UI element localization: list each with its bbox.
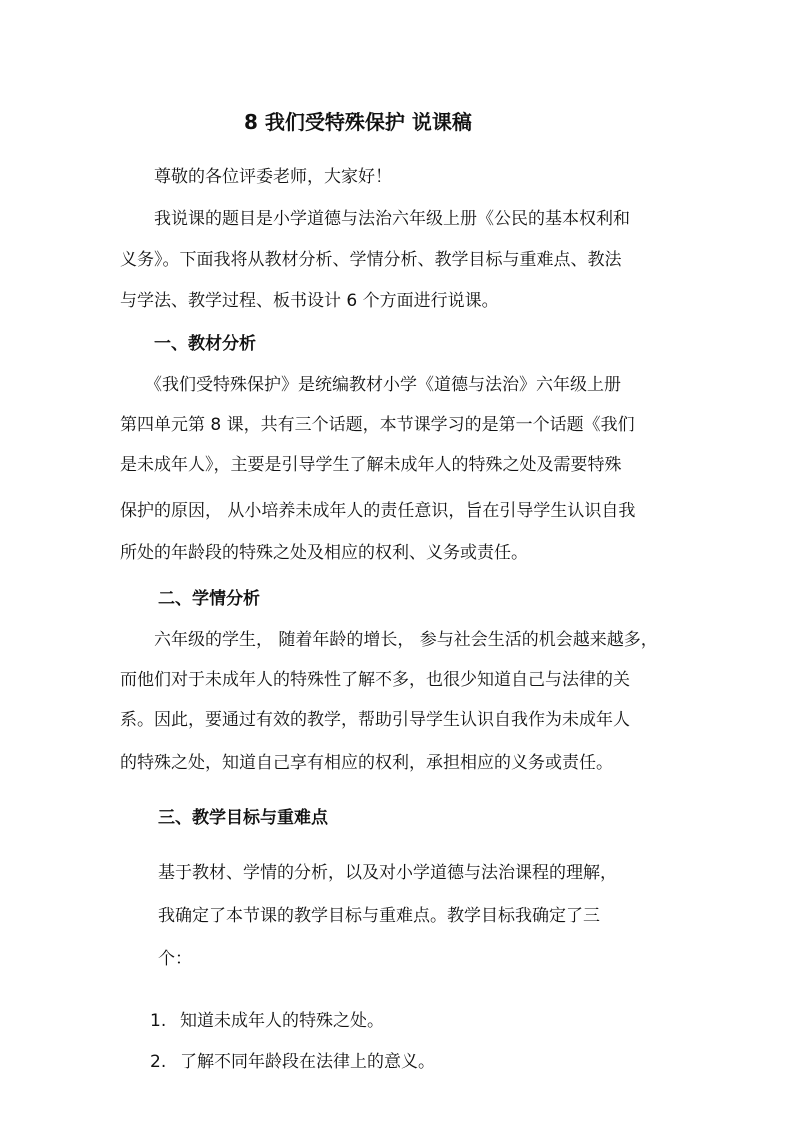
intro-line-2: 义务》。下面我将从教材分析、学情分析、教学目标与重难点、教法: [120, 250, 622, 270]
list-item-1-text: 知道未成年人的特殊之处。: [180, 1011, 384, 1031]
greeting: 尊敬的各位评委老师，大家好！: [154, 167, 392, 187]
section-2-heading: 二、学情分析: [158, 589, 260, 609]
section-1-line-3: 是未成年人》，主要是引导学生了解未成年人的特殊之处及需要特殊: [120, 455, 622, 475]
section-1-heading: 一、教材分析: [154, 334, 256, 354]
section-2-line-1: 六年级的学生， 随着年龄的增长， 参与社会生活的机会越来越多，: [154, 630, 658, 650]
section-3-line-2: 我确定了本节课的教学目标与重难点。教学目标我确定了三: [158, 906, 600, 926]
section-3-line-3: 个：: [158, 949, 192, 969]
list-item-2-text: 了解不同年龄段在法律上的意义。: [180, 1052, 435, 1072]
intro-line-1: 我说课的题目是小学道德与法治六年级上册《公民的基本权利和: [154, 209, 630, 229]
section-3-heading: 三、教学目标与重难点: [158, 808, 328, 828]
list-item-2-number: 2.: [150, 1052, 167, 1072]
section-1-line-4: 保护的原因， 从小培养未成年人的责任意识，旨在引导学生认识自我: [120, 501, 636, 521]
section-1-line-1: 《我们受特殊保护》是统编教材小学《道德与法治》六年级上册: [145, 375, 621, 395]
section-2-line-3: 系。因此，要通过有效的教学，帮助引导学生认识自我作为未成年人: [120, 710, 630, 730]
list-item-1-number: 1.: [150, 1011, 167, 1031]
section-2-line-4: 的特殊之处，知道自己享有相应的权利，承担相应的义务或责任。: [120, 753, 613, 773]
section-1-line-5: 所处的年龄段的特殊之处及相应的权利、义务或责任。: [120, 543, 528, 563]
page-title: 8 我们受特殊保护 说课稿: [244, 110, 472, 134]
section-1-line-2: 第四单元第 8 课，共有三个话题，本节课学习的是第一个话题《我们: [120, 415, 635, 435]
section-2-line-2: 而他们对于未成年人的特殊性了解不多，也很少知道自己与法律的关: [120, 670, 630, 690]
intro-line-3: 与学法、教学过程、板书设计 6 个方面进行说课。: [120, 291, 499, 311]
section-3-line-1: 基于教材、学情的分析，以及对小学道德与法治课程的理解，: [158, 863, 617, 883]
